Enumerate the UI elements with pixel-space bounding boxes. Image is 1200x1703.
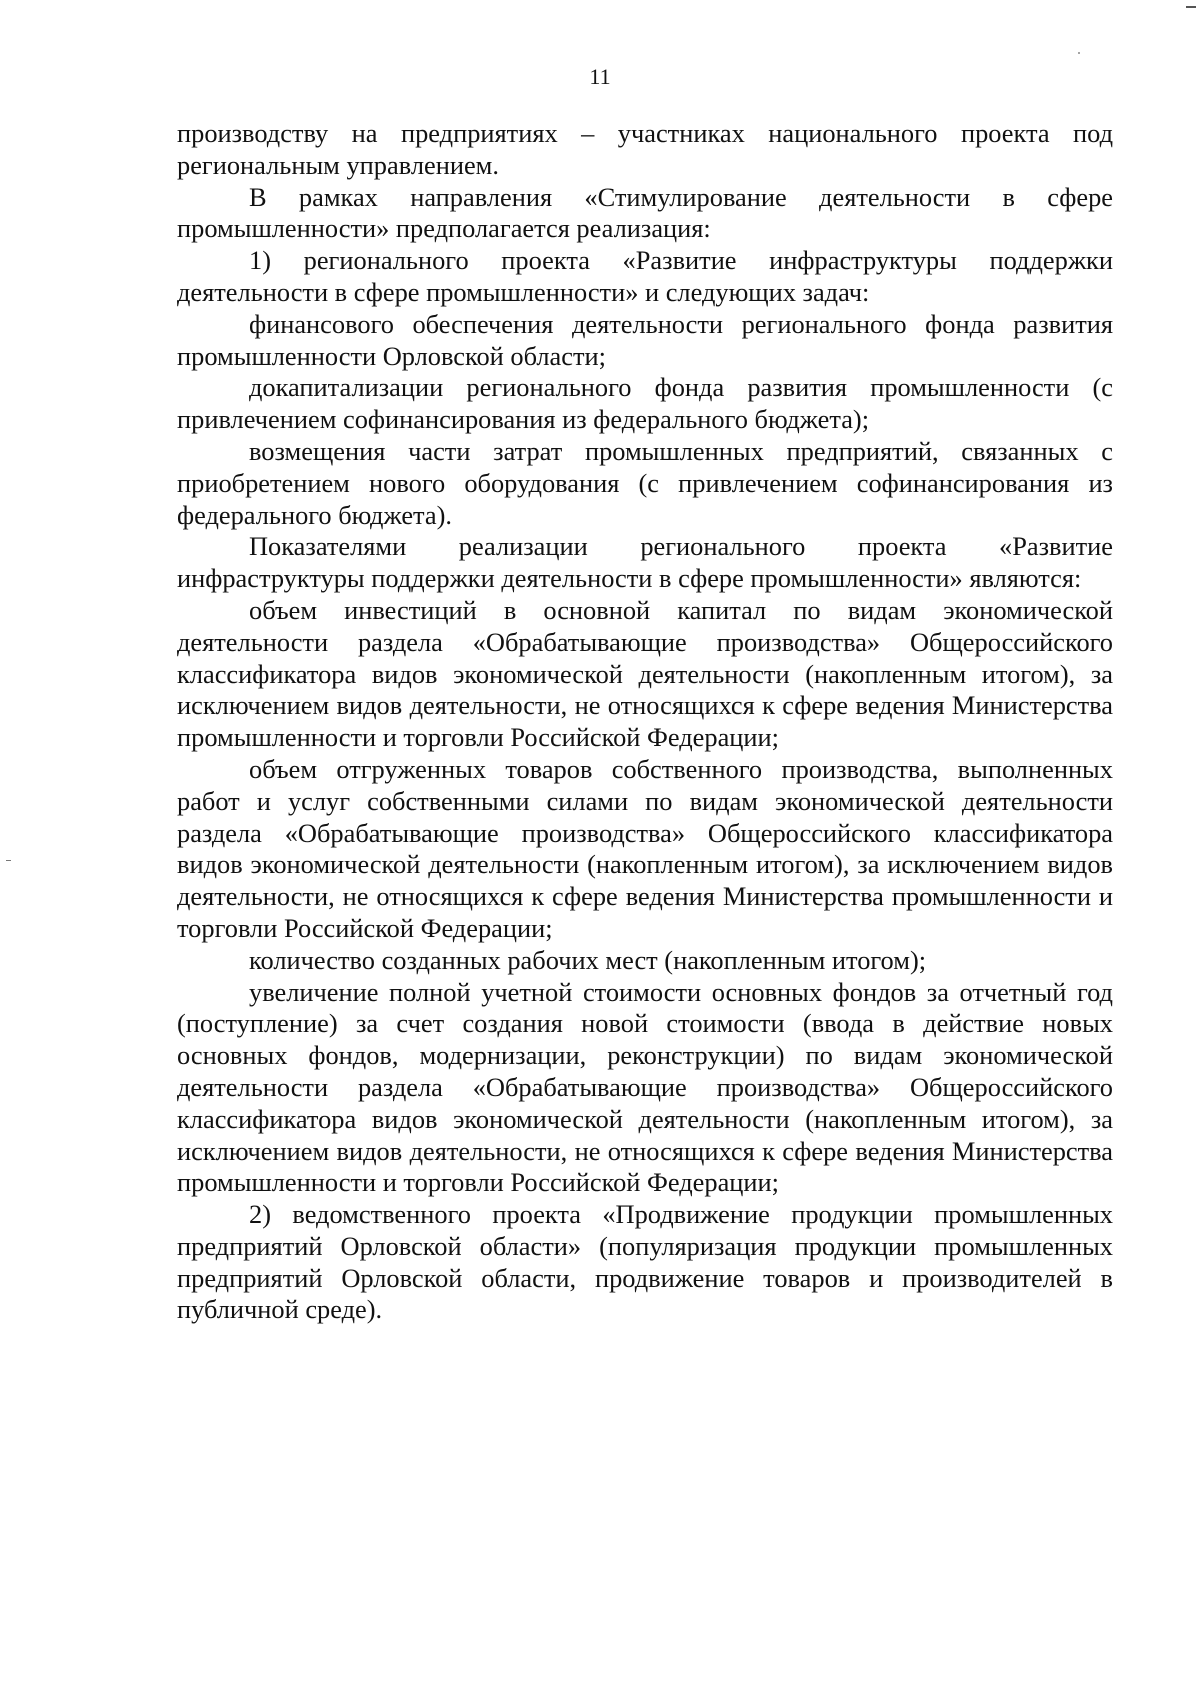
paragraph: В рамках направления «Стимулирование деятельности в сфере промышленности» предполагается реализация: [177,181,1113,244]
paragraph-indicator: количество созданных рабочих мест (накопленным итогом); [249,944,927,975]
page-number: 11 [589,64,611,89]
scan-artifact-left [6,860,11,861]
paragraph-indicator: увеличение полной учетной стоимости основных фондов за отчетный год (поступление) за счет создания новой стоимости (ввода в действие новых основных фондов, модернизации, реконструкции) по видам экономической деятельности раздела «Обрабатывающие производства» Общероссийского классификатора видов экономической деятельности (накопленным итогом), за исключением видов деятельности, не относящихся к сфере ведения Министерства промышленности и торговли Российской Федерации; [177,976,1113,1198]
paragraph-list-item: 2) ведомственного проекта «Продвижение продукции промышленных предприятий Орловской области» (популяризация продукции промышленных предприятий Орловской области, продвижение товаров и производителей в публичной среде). [177,1199,1113,1325]
scan-artifact-top [1186,6,1196,8]
paragraph-list-item: 1) регионального проекта «Развитие инфраструктуры поддержки деятельности в сфере промышленности» и следующих задач: [177,245,1113,307]
paragraph: Показателями реализации регионального проекта «Развитие инфраструктуры поддержки деятельности в сфере промышленности» являются: [177,531,1113,594]
paragraph-continuation: производству на предприятиях – участниках национального проекта под региональным управлением. [177,118,1113,180]
paragraph-task: финансового обеспечения деятельности регионального фонда развития промышленности Орловской области; [177,308,1113,371]
paragraph-task: возмещения части затрат промышленных предприятий, связанных с приобретением нового оборудования (с привлечением софинансирования из федерального бюджета). [177,435,1113,530]
paragraph-task: докапитализации регионального фонда развития промышленности (с привлечением софинансирования из федерального бюджета); [177,372,1113,435]
paragraph-indicator: объем отгруженных товаров собственного производства, выполненных работ и услуг собственными силами по видам экономической деятельности раздела «Обрабатывающие производства» Общероссийского классификатора видов экономической деятельности (накопленным итогом), за исключением видов деятельности, не относящихся к сфере ведения Министерства промышленности и торговли Российской Федерации; [177,753,1113,943]
scan-artifact-dot [1078,52,1080,54]
document-body [177,118,1113,1326]
paragraph-indicator: объем инвестиций в основной капитал по видам экономической деятельности раздела «Обрабатывающие производства» Общероссийского классификатора видов экономической деятельности (накопленным итогом), за исключением видов деятельности, не относящихся к сфере ведения Министерства промышленности и торговли Российской Федерации; [177,594,1113,753]
